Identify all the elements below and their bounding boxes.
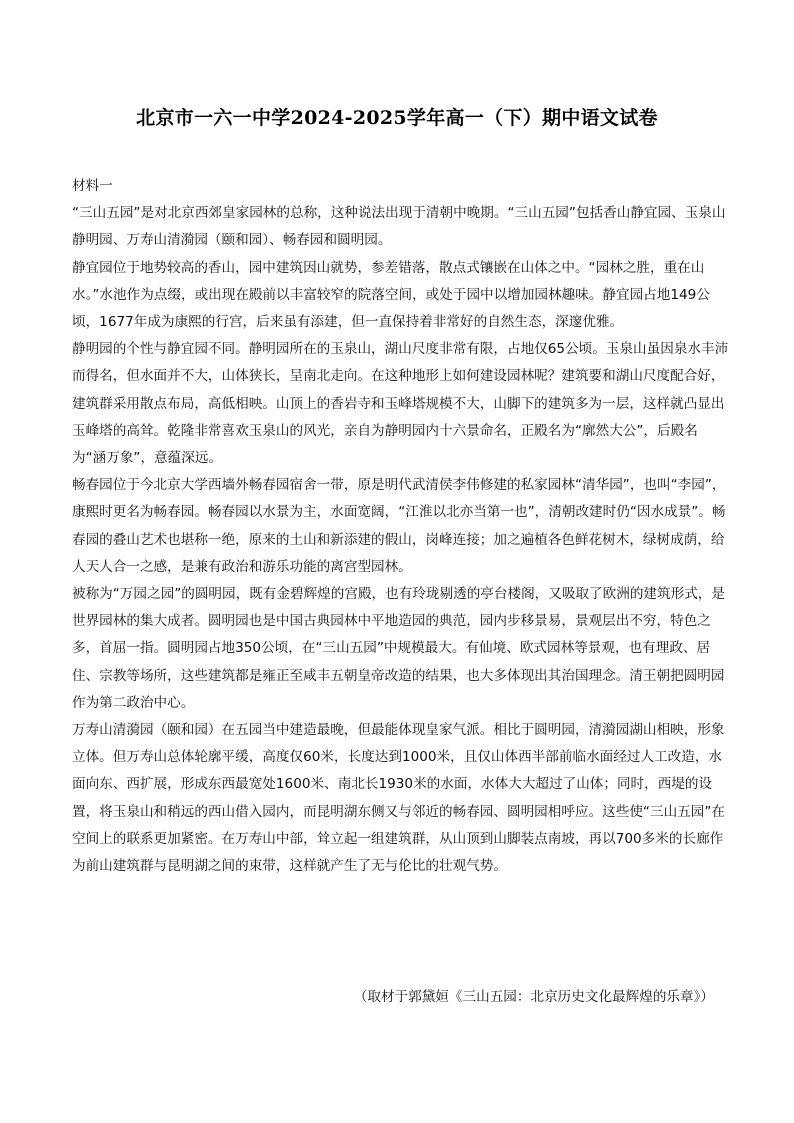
reading-material [72, 173, 730, 880]
paragraph-intro: “三山五园”是对北京西郊皇家园林的总称，这种说法出现于清朝中晚期。“三山五园”包括香山静宜园、玉泉山静明园、万寿山清漪园（颐和园）、畅春园和圆明园。 [72, 205, 726, 249]
source-citation: （取材于郭黛姮《三山五园：北京历史文化最辉煌的乐章》） [353, 989, 714, 1005]
paragraph-jingmingyuan: 静明园的个性与静宜园不同。静明园所在的玉泉山，湖山尺度非常有限，占地仅65公顷。玉泉山虽因泉水丰沛而得名，但水面并不大，山体狭长，呈南北走向。在这种地形上如何建设园林呢？建筑要和湖山尺度配合好，建筑群采用散点布局，高低相映。山顶上的香岩寺和玉峰塔规模不大，山脚下的建筑多为一层，这样就凸显出玉峰塔的高耸。乾隆非常喜欢玉泉山的风光，亲自为静明园内十六景命名，正殿名为“廓然大公”，后殿名为“涵万象”，意蕴深远。 [72, 341, 729, 467]
paragraph-yuanmingyuan: 被称为“万园之园”的圆明园，既有金碧辉煌的宫殿，也有玲珑剔透的亭台楼阁，又吸取了欧洲的建筑形式，是世界园林的集大成者。圆明园也是中国古典园林中平地造园的典范，园内步移景易，景观层出不穷，特色之多，首屈一指。圆明园占地350公顷，在“三山五园”中规模最大。有仙境、欧式园林等景观，也有理政、居住、宗教等场所，这些建筑都是雍正至咸丰五朝皇帝改造的结果，也大多体现出其治国理念。清王朝把圆明园作为第二政治中心。 [72, 586, 725, 711]
paragraph-jingyiyuan: 静宜园位于地势较高的香山，园中建筑因山就势，参差错落，散点式镶嵌在山体之中。“园林之胜，重在山水。”水池作为点缀，或出现在殿前以丰富较窄的院落空间，或处于园中以增加园林趣味。静宜园占地149公顷，1677年成为康熙的行宫，后来虽有添建，但一直保持着非常好的自然生态，深邃优雅。 [72, 259, 710, 331]
paragraph-changchunyuan: 畅春园位于今北京大学西墙外畅春园宿舍一带，原是明代武清侯李伟修建的私家园林“清华园”，也叫“李园”，康熙时更名为畅春园。畅春园以水景为主，水面宽阔，“江淮以北亦当第一也”，清朝改建时仍“因水成景”。畅春园的叠山艺术也堪称一绝，原来的土山和新添建的假山，岗峰连接；加之遍植各色鲜花树木，绿树成荫，给人天人合一之感，是兼有政治和游乐功能的离宫型园林。 [72, 477, 726, 575]
material-label: 材料一 [72, 178, 113, 194]
paragraph-qingyiyuan: 万寿山清漪园（颐和园）在五园当中建造最晚，但最能体现皇家气派。相比于圆明园，清漪园湖山相映，形象立体。但万寿山总体轮廓平缓，高度仅60米，长度达到1000米，且仅山体西半部前临水面经过人工改造，水面向东、西扩展，形成东西最宽处1600米、南北长1930米的水面，水体大大超过了山体；同时，西堤的设置，将玉泉山和稍远的西山借入园内，而昆明湖东侧又与邻近的畅春园、圆明园相呼应。这些使“三山五园”在空间上的联系更加紧密。在万寿山中部，耸立起一组建筑群，从山顶到山脚装点南坡，再以700多米的长廊作为前山建筑群与昆明湖之间的束带，这样就产生了无与伦比的壮观气势。 [72, 722, 725, 875]
exam-title: 北京市一六一中学2024-2025学年高一（下）期中语文试卷 [136, 107, 658, 129]
